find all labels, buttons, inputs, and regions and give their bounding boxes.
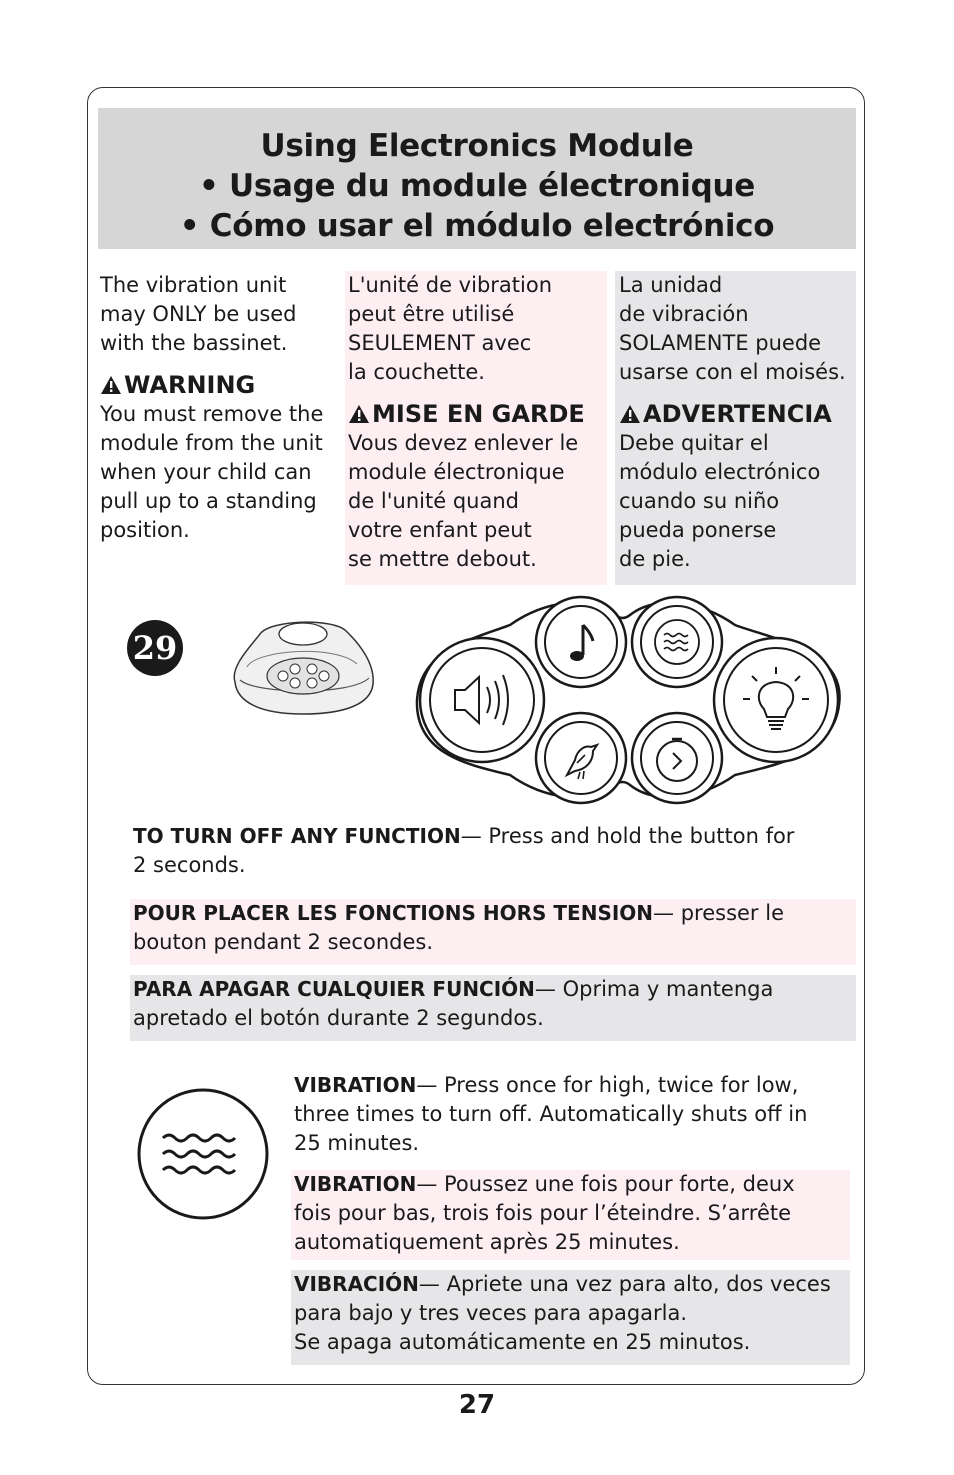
vibration-heading: VIBRATION	[294, 1172, 417, 1196]
title-french: • Usage du module électronique	[199, 168, 755, 204]
warning-line: when your child can	[100, 460, 312, 484]
warning-title: MISE EN GARDE	[372, 400, 585, 428]
intro-line: The vibration unit	[100, 273, 287, 297]
title-spanish: • Cómo usar el módulo electrónico	[179, 208, 775, 244]
spanish-column	[615, 271, 856, 585]
turn-off-english	[130, 822, 856, 880]
vibration-text: Se apaga automáticamente en 25 minutos.	[294, 1330, 751, 1354]
turn-off-heading: POUR PLACER LES FONCTIONS HORS TENSION	[133, 901, 654, 925]
warning-triangle-icon	[348, 404, 370, 424]
page-title	[98, 108, 856, 249]
french-column	[345, 271, 607, 585]
vibration-english	[291, 1071, 850, 1158]
warning-line: Vous devez enlever le	[348, 431, 579, 455]
vibration-heading: VIBRACIÓN	[294, 1272, 419, 1296]
warning-line: pueda ponerse	[619, 518, 777, 542]
turn-off-heading: PARA APAGAR CUALQUIER FUNCIÓN	[133, 977, 535, 1001]
warning-line: Debe quitar el	[619, 431, 769, 455]
vibration-text: para bajo y tres veces para apagarla.	[294, 1301, 688, 1325]
speaker-volume-icon[interactable]	[420, 638, 544, 762]
warning-line: You must remove the	[100, 402, 324, 426]
english-column	[98, 271, 338, 545]
turn-off-french	[130, 899, 856, 965]
vibration-text: — Press once for high, twice for low,	[416, 1073, 799, 1097]
intro-line: SOLAMENTE puede	[619, 331, 822, 355]
vibration-text: 25 minutes.	[294, 1131, 420, 1155]
turn-off-text: — presser le	[653, 901, 784, 925]
warning-heading	[348, 399, 607, 429]
warning-line: position.	[100, 518, 190, 542]
warning-triangle-icon	[100, 375, 122, 395]
warning-line: module from the unit	[100, 431, 323, 455]
title-english: Using Electronics Module	[260, 128, 694, 164]
page-number: 27	[458, 1390, 496, 1420]
warning-line: de l'unité quand	[348, 489, 519, 513]
control-panel-diagram	[415, 595, 843, 805]
electronics-module-illustration	[225, 612, 380, 722]
step-number-badge: 29	[127, 620, 183, 676]
intro-line: L'unité de vibration	[348, 273, 553, 297]
turn-off-text: 2 seconds.	[133, 853, 246, 877]
intro-line: la couchette.	[348, 360, 485, 384]
intro-line: La unidad	[619, 273, 723, 297]
timer-icon[interactable]	[632, 713, 722, 803]
intro-line: usarse con el moisés.	[619, 360, 846, 384]
light-bulb-icon[interactable]	[714, 638, 838, 762]
intro-line: SEULEMENT avec	[348, 331, 532, 355]
turn-off-spanish	[130, 975, 856, 1041]
turn-off-text: — Oprima y mantenga	[534, 977, 774, 1001]
warning-line: módulo electrónico	[619, 460, 821, 484]
vibration-text: fois pour bas, trois fois pour l’éteindre. S’arrête	[294, 1201, 792, 1225]
vibration-text: automatiquement après 25 minutes.	[294, 1230, 680, 1254]
intro-line: with the bassinet.	[100, 331, 288, 355]
vibration-spanish	[291, 1270, 850, 1365]
vibration-text: — Apriete una vez para alto, dos veces	[418, 1272, 831, 1296]
music-note-icon[interactable]	[536, 597, 626, 687]
vibration-icon	[135, 1088, 271, 1220]
warning-line: votre enfant peut	[348, 518, 532, 542]
warning-line: se mettre debout.	[348, 547, 537, 571]
warning-heading	[619, 399, 856, 429]
intro-line: de vibración	[619, 302, 749, 326]
turn-off-text: bouton pendant 2 secondes.	[133, 930, 433, 954]
warning-line: pull up to a standing	[100, 489, 317, 513]
vibration-icon[interactable]	[632, 597, 722, 687]
intro-line: peut être utilisé	[348, 302, 515, 326]
vibration-text: three times to turn off. Automatically shuts off in	[294, 1102, 808, 1126]
warning-title: ADVERTENCIA	[643, 400, 832, 428]
vibration-text: — Poussez une fois pour forte, deux	[416, 1172, 795, 1196]
vibration-french	[291, 1170, 850, 1260]
warning-title: WARNING	[124, 371, 256, 399]
turn-off-text: apretado el botón durante 2 segundos.	[133, 1006, 544, 1030]
warning-triangle-icon	[619, 404, 641, 424]
turn-off-text: — Press and hold the button for	[460, 824, 795, 848]
warning-line: module électronique	[348, 460, 565, 484]
vibration-heading: VIBRATION	[294, 1073, 417, 1097]
bird-icon[interactable]	[536, 713, 626, 803]
warning-heading	[100, 370, 338, 400]
turn-off-heading: TO TURN OFF ANY FUNCTION	[133, 824, 461, 848]
warning-line: cuando su niño	[619, 489, 780, 513]
warning-line: de pie.	[619, 547, 691, 571]
intro-line: may ONLY be used	[100, 302, 297, 326]
